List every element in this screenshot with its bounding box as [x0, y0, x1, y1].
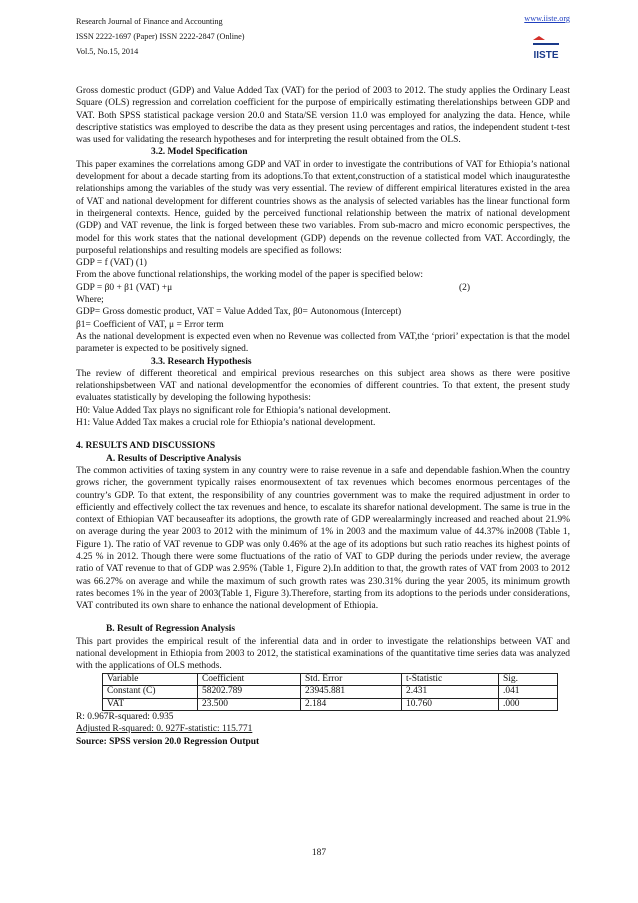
regression-paragraph: This part provides the empirical result of the inferential data and in order to investigate the relationships between VAT and national development in Ethiopia from 2003 to 2012, the statistical examinations of the quantitative time series data was analyzed with the applications of OLS methods.: [76, 636, 570, 672]
website-link[interactable]: www.iiste.org: [524, 14, 570, 23]
model-paragraph-2: From the above functional relationships, the working model of the paper is specified below:: [76, 270, 424, 281]
journal-volume: Vol.5, No.15, 2014: [76, 47, 139, 56]
journal-title: Research Journal of Finance and Accounting: [76, 17, 223, 26]
hypothesis-h0: H0: Value Added Tax plays no significant role for Ethiopia’s national development.: [76, 405, 391, 416]
regression-stat-r: R: 0.967R-squared: 0.935: [76, 712, 174, 723]
section-3-3-heading: 3.3. Research Hypothesis: [151, 356, 252, 367]
table-row: [103, 698, 558, 711]
page-number: 187: [311, 848, 327, 858]
equation-1: GDP = f (VAT) (1): [76, 258, 147, 269]
table-cell: 23945.881: [301, 686, 402, 699]
table-header-cell: t-Statistic: [402, 673, 499, 686]
spacer: [76, 429, 570, 440]
table-cell: Constant (C): [103, 686, 198, 699]
section-3-2-heading: 3.2. Model Specification: [151, 147, 248, 158]
table-source: Source: SPSS version 20.0 Regression Output: [76, 736, 260, 747]
model-paragraph-3: As the national development is expected even when no Revenue was collected from VAT,the ‘priori’ expectation is that the model parameter is expected to be positively signed.: [76, 331, 570, 355]
descriptive-paragraph: The common activities of taxing system in any country were to raise revenue in a safe and dependable fashion.When the country grows richer, the government typically raises enormousextent of tax revenues which becomes enormous percentages of the country’s GDP. To that extent, the responsibility of any countries government was to make the required adjustment in order to efficiently and effectively collect the tax revenues and hence, to escalate its sharefor national development. The same is true in the context of Ethiopian VAT becauseafter its adoptions, the growth rate of GDP werealarmingly increased and reached about 21.9% on average during the year 2003 to 2012 with the minimum of 1% in 2003 and the maximum value of 44.37% in2008 (Table 1, Figure 1). The ratio of VAT revenue to GDP was only 0.46% at the age of its adoptions but such ratio reaches its highest points of 4.25 % in 2012. Though there were some fluctuations of the ratio of VAT to GDP during the periods under review, the average ratio of VAT revenue to that of GDP was 2.95% (Table 1, Figure 2).In addition to that, the growth rates of VAT from 2003 to 2012 was 66.27% on average and while the maximum of such growth rates was 230.31% during the year 2005, its minimum growth rates becomes 1% in the year of 2003(Table 1, Figure 3).Therefore, starting from its adoptions to the periods under considerations, VAT contributed its own share to enhance the national development of Ethiopia.: [76, 465, 570, 612]
table-header-cell: Std. Error: [301, 673, 402, 686]
logo-text: IISTE: [533, 50, 559, 61]
section-4-heading: 4. RESULTS AND DISCUSSIONS: [76, 441, 216, 452]
where-label: Where;: [76, 295, 104, 306]
article-body: [76, 85, 570, 748]
iiste-logo: [527, 34, 565, 64]
table-row: [103, 686, 558, 699]
iiste-logo-icon: [527, 34, 565, 64]
table-cell: 23.500: [198, 698, 301, 711]
section-a-heading: A. Results of Descriptive Analysis: [106, 453, 242, 464]
table-cell: 10.760: [402, 698, 499, 711]
table-cell: 58202.789: [198, 686, 301, 699]
intro-paragraph: Gross domestic product (GDP) and Value Added Tax (VAT) for the period of 2003 to 2012. The study applies the Ordinary Least Square (OLS) regression and correlation coefficient for the purpose of empirically estimating therelationships between GDP and VAT. Both SPSS statistical package version 20.0 and Stata/SE version 11.0 was employed for analyzing the data. Hence, while descriptive statistics was employed to describe the data as they present using percentages and ratios, the independent student t-test was used for validating the research hypotheses and for interpreting the result obtained from the OLS.: [76, 86, 570, 146]
spacer: [76, 612, 570, 623]
table-cell: 2.184: [301, 698, 402, 711]
table-cell: .041: [499, 686, 558, 699]
definition-2: β1= Coefficient of VAT, μ = Error term: [76, 319, 224, 330]
model-paragraph-1: This paper examines the correlations among GDP and VAT in order to investigate the contributions of VAT for Ethiopia’s national development for about a decade starting from its adoptions.To that extent,construction of a statistical model which inauguratesthe relationships among the variables of the study was very essential. The review of different empirical literatures existed in the area of VAT and national development for different countries shows as the analysis of selected variables has the linear functional form in theirgeneral contexts. Hence, guided by the perceived functional relationship between the matrix of national development (GDP) and VAT revenue, the link is forged between these two variables. From sub-macro and micro economic perspectives, the model for this work states that the national development (GDP) depends on the revenue collected from VAT. Accordingly, the purposeful relationships and resulting models are specified as follows:: [76, 159, 570, 256]
definition-1: GDP= Gross domestic product, VAT = Value Added Tax, β0= Autonomous (Intercept): [76, 307, 402, 318]
equation-2-text: GDP = β0 + β1 (VAT) +μ: [76, 282, 173, 293]
regression-table: [102, 673, 558, 712]
table-header-cell: Variable: [103, 673, 198, 686]
section-b-heading: B. Result of Regression Analysis: [106, 624, 236, 635]
regression-stat-adjusted: Adjusted R-squared: 0. 927F-statistic: 115.771: [76, 724, 253, 735]
table-cell: 2.431: [402, 686, 499, 699]
equation-2: [76, 282, 570, 294]
equation-2-number: (2): [458, 282, 470, 293]
table-cell: VAT: [103, 698, 198, 711]
journal-issn: ISSN 2222-1697 (Paper) ISSN 2222-2847 (Online): [76, 32, 245, 41]
journal-header: [76, 14, 245, 59]
table-header-row: [103, 673, 558, 686]
table-cell: .000: [499, 698, 558, 711]
hypothesis-paragraph: The review of different theoretical and empirical previous researches on this subject area shows as there were positive relationshipsbetween VAT and national developmentfor the economies of different countries. To that extent, the present study evaluates statistically by developing the following hypothesis:: [76, 368, 570, 404]
table-header-cell: Coefficient: [198, 673, 301, 686]
hypothesis-h1: H1: Value Added Tax makes a crucial role for Ethiopia’s national development.: [76, 418, 376, 429]
table-header-cell: Sig.: [499, 673, 558, 686]
